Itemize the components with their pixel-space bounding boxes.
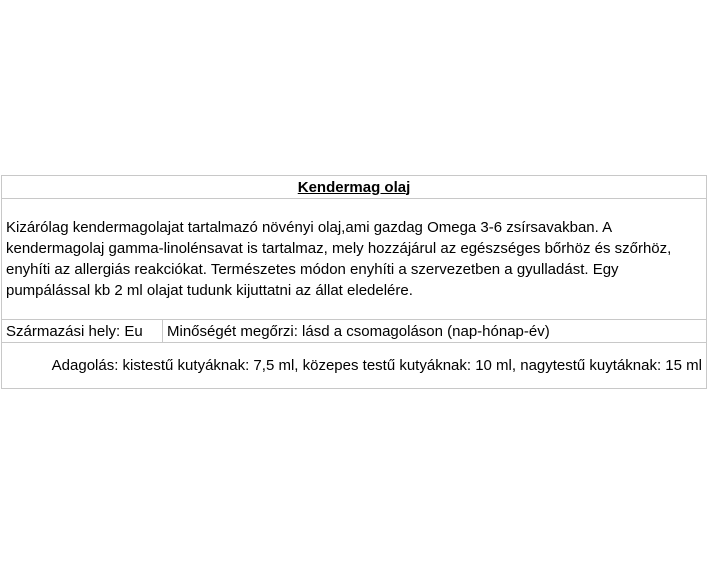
dosage-cell [2, 343, 707, 389]
product-description: Kizárólag kendermagolajat tartalmazó növényi olaj,ami gazdag Omega 3-6 zsírsavakban. A kendermagolaj gamma-linolénsavat is tartalmaz, mely hozzájárul az egészséges bőrhöz és szőrhöz, enyhíti az allergiás reakciókat. Természetes módon enyhíti a szervezetben a gyulladást. Egy pumpálással kb 2 ml olajat tudunk kijuttatni az állat eledelére. [6, 219, 672, 299]
title-row [2, 176, 707, 199]
dosage-text: Adagolás: kistestű kutyáknak: 7,5 ml, közepes testű kutyáknak: 10 ml, nagytestű kuytáknak: 15 ml [51, 357, 702, 374]
description-row [2, 199, 707, 320]
title-cell [2, 176, 707, 199]
origin-cell [2, 320, 163, 343]
document-title: Kendermag olaj [297, 178, 411, 196]
origin-text: Származási hely: Eu [6, 322, 143, 340]
description-cell [2, 199, 707, 320]
best-before-cell [163, 320, 707, 343]
meta-row [2, 320, 707, 343]
best-before-text: Minőségét megőrzi: lásd a csomagoláson (nap-hónap-év) [167, 322, 550, 340]
product-info-table [1, 175, 707, 389]
dosage-row [2, 343, 707, 389]
